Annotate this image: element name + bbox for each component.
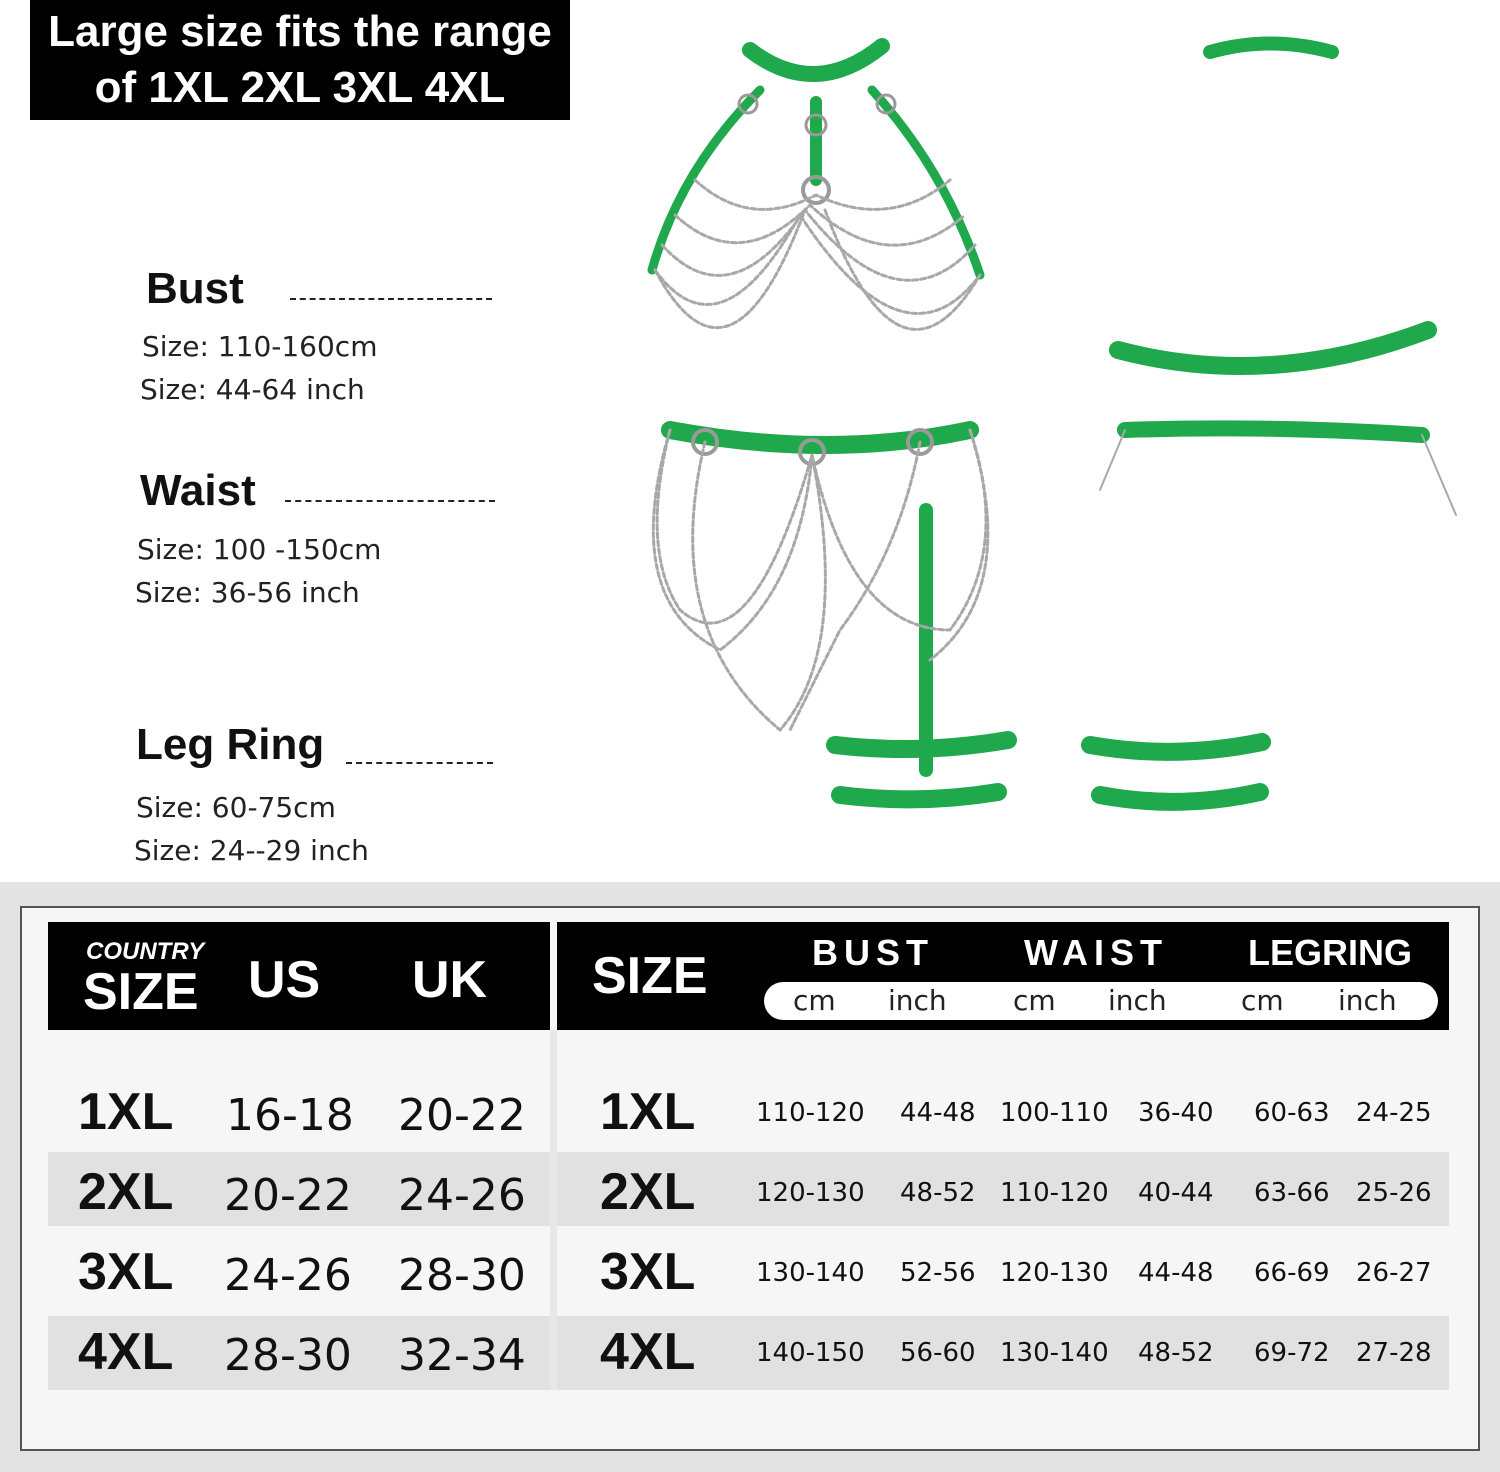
unit-waist-inch: inch [1108, 984, 1167, 1017]
row-uk: 24-26 [398, 1170, 526, 1221]
row-uk: 32-34 [398, 1330, 526, 1381]
row-size: 1XL [78, 1083, 174, 1141]
front-right-shoulder-strap [872, 90, 980, 275]
row-waist-inch: 36-40 [1138, 1098, 1214, 1128]
row-leg-cm: 66-69 [1254, 1258, 1330, 1288]
row-bust-cm: 130-140 [756, 1258, 865, 1288]
header-uk: UK [412, 951, 488, 1009]
row-us: 24-26 [224, 1250, 352, 1301]
header-waist: WAIST [1024, 932, 1168, 973]
row-leg-inch: 25-26 [1356, 1178, 1432, 1208]
back-waist-right-chain [1422, 435, 1456, 515]
leg-ring-dash-line [346, 762, 493, 764]
back-collar-strap [1210, 44, 1332, 53]
row-leg-cm: 69-72 [1254, 1338, 1330, 1368]
size-range-banner [30, 0, 570, 120]
row-waist-inch: 48-52 [1138, 1338, 1214, 1368]
waist-title: Waist [140, 466, 256, 515]
waist-inch: Size: 36-56 inch [135, 576, 360, 609]
unit-waist-cm: cm [1013, 984, 1056, 1017]
row-bust-inch: 56-60 [900, 1338, 976, 1368]
unit-leg-inch: inch [1338, 984, 1397, 1017]
leg-ring-cm: Size: 60-75cm [136, 791, 336, 824]
row-us: 16-18 [226, 1090, 354, 1141]
bust-cm: Size: 110-160cm [142, 330, 378, 363]
row-bust-inch: 48-52 [900, 1178, 976, 1208]
back-waist-strap [1125, 428, 1422, 435]
front-bottom-chains [653, 430, 988, 730]
header-country: COUNTRY [86, 938, 205, 965]
leg-ring-inch: Size: 24--29 inch [134, 834, 369, 867]
row-uk: 28-30 [398, 1250, 526, 1301]
bust-dash-line [290, 298, 492, 300]
row-waist-cm: 110-120 [1000, 1178, 1109, 1208]
back-bust-strap [1118, 330, 1428, 366]
row-size-right: 2XL [600, 1163, 696, 1221]
row-bust-cm: 120-130 [756, 1178, 865, 1208]
row-waist-cm: 100-110 [1000, 1098, 1109, 1128]
row-size: 4XL [78, 1323, 174, 1381]
row-uk: 20-22 [398, 1090, 526, 1141]
banner-line-2: of 1XL 2XL 3XL 4XL [94, 63, 506, 112]
back-waist-left-chain [1100, 430, 1125, 490]
row-size: 3XL [78, 1243, 174, 1301]
header-us: US [248, 951, 321, 1009]
front-leg-ring-top [835, 740, 1008, 749]
row-size: 2XL [78, 1163, 174, 1221]
header-legring: LEGRING [1248, 932, 1413, 973]
units-pill [764, 982, 1438, 1020]
row-bust-cm: 140-150 [756, 1338, 865, 1368]
row-bust-inch: 52-56 [900, 1258, 976, 1288]
waist-dash-line [285, 500, 495, 502]
bust-title: Bust [146, 264, 244, 313]
table-column-separator [550, 1030, 557, 1390]
row-bust-cm: 110-120 [756, 1098, 865, 1128]
banner-line-1: Large size fits the range [48, 7, 552, 56]
row-waist-inch: 44-48 [1138, 1258, 1214, 1288]
header-size: SIZE [592, 947, 708, 1005]
row-us: 20-22 [224, 1170, 352, 1221]
back-leg-ring-top [1090, 742, 1262, 752]
row-us: 28-30 [224, 1330, 352, 1381]
row-waist-cm: 130-140 [1000, 1338, 1109, 1368]
harness-product-image [600, 30, 1480, 830]
row-waist-inch: 40-44 [1138, 1178, 1214, 1208]
bust-inch: Size: 44-64 inch [140, 373, 365, 406]
row-waist-cm: 120-130 [1000, 1258, 1109, 1288]
leg-ring-title: Leg Ring [136, 720, 325, 769]
row-bust-inch: 44-48 [900, 1098, 976, 1128]
row-leg-inch: 26-27 [1356, 1258, 1432, 1288]
front-leg-ring-bottom [840, 792, 998, 799]
row-leg-inch: 27-28 [1356, 1338, 1432, 1368]
waist-cm: Size: 100 -150cm [137, 533, 382, 566]
unit-bust-inch: inch [888, 984, 947, 1017]
header-bust: BUST [812, 932, 934, 973]
front-collar-strap [750, 46, 882, 74]
row-leg-inch: 24-25 [1356, 1098, 1432, 1128]
row-leg-cm: 63-66 [1254, 1178, 1330, 1208]
unit-bust-cm: cm [793, 984, 836, 1017]
row-size-right: 4XL [600, 1323, 696, 1381]
row-size-right: 1XL [600, 1083, 696, 1141]
header-country-size: SIZE [83, 963, 199, 1021]
row-size-right: 3XL [600, 1243, 696, 1301]
row-leg-cm: 60-63 [1254, 1098, 1330, 1128]
unit-leg-cm: cm [1241, 984, 1284, 1017]
back-leg-ring-bottom [1100, 792, 1260, 802]
